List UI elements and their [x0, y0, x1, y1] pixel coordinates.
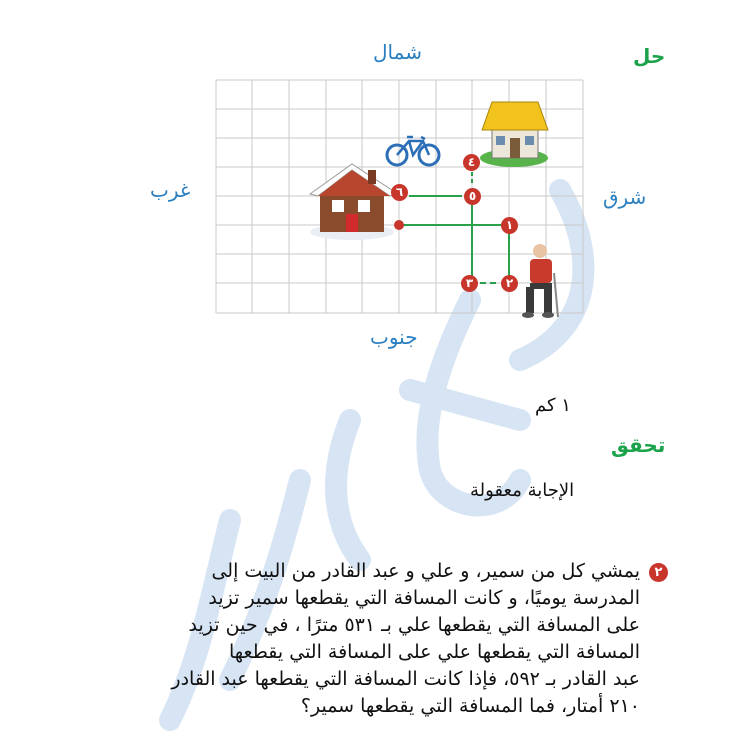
- route-path: [399, 172, 509, 283]
- problem-line-1: يمشي كل من سمير، و علي و عبد القادر من البيت إلى: [211, 560, 640, 582]
- route-point-5: ٥: [464, 188, 481, 205]
- problem-line-4: المسافة التي يقطعها علي على المسافة التي يقطعها: [229, 641, 640, 663]
- verify-heading: تحقق: [611, 433, 666, 457]
- home-house-icon: [310, 164, 398, 240]
- problem-number-badge: ٢: [649, 563, 668, 582]
- bicycle-icon: [387, 137, 439, 165]
- east-label: شرق: [603, 185, 647, 209]
- problem-line-3: على المسافة التي يقطعها علي بـ ٥٣١ مترًا ، في حين تزيد: [188, 614, 640, 636]
- north-label: شمال: [373, 40, 422, 64]
- route-point-6: ٦: [391, 184, 408, 201]
- problem-line-5: عبد القادر بـ ٥٩٢، فإذا كانت المسافة التي يقطعها عبد القادر: [171, 668, 640, 690]
- start-point: [394, 220, 404, 230]
- route-point-3: ٣: [461, 275, 478, 292]
- scale-text: ١ كم: [535, 395, 571, 416]
- school-house-icon: [480, 102, 548, 167]
- south-label: جنوب: [370, 325, 418, 349]
- problem-line-2: المدرسة يوميًا، و كانت المسافة التي يقطعها سمير تزيد: [208, 587, 640, 609]
- verify-answer: الإجابة معقولة: [470, 480, 575, 501]
- route-point-4: ٤: [463, 154, 480, 171]
- problem-line-6: ٢١٠ أمتار، فما المسافة التي يقطعها سمير؟: [300, 695, 640, 717]
- route-point-1: ١: [501, 217, 518, 234]
- west-label: غرب: [150, 178, 191, 202]
- solution-heading: حل: [633, 44, 666, 68]
- route-point-2: ٢: [501, 275, 518, 292]
- person-icon: [522, 244, 558, 318]
